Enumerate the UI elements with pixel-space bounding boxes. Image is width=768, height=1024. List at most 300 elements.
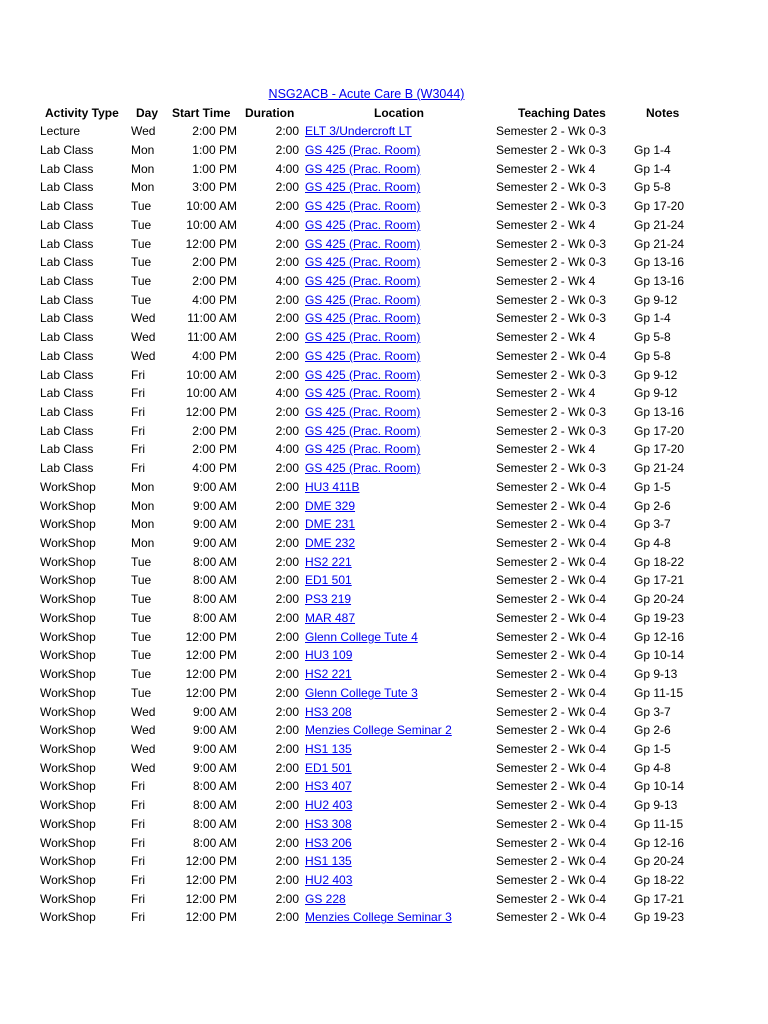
location-link[interactable]: GS 425 (Prac. Room) (305, 423, 421, 438)
start-time-cell: 3:00 PM (192, 180, 237, 195)
notes-cell: Gp 1-4 (634, 311, 671, 326)
location-link[interactable]: GS 425 (Prac. Room) (305, 236, 421, 251)
duration-cell: 2:00 (275, 835, 299, 850)
activity-type-cell: WorkShop (40, 536, 96, 551)
start-time-cell: 8:00 AM (192, 798, 237, 813)
start-time-cell: 8:00 AM (192, 573, 237, 588)
notes-cell: Gp 13-16 (634, 405, 685, 419)
duration-cell: 2:00 (275, 723, 299, 738)
activity-type-cell: WorkShop (40, 910, 96, 925)
notes-cell: Gp 9-12 (634, 386, 678, 401)
table-row (0, 440, 768, 459)
start-time-cell: 9:00 AM (192, 517, 237, 532)
day-cell: Tue (131, 610, 152, 625)
start-time-cell: 9:00 AM (192, 723, 237, 738)
day-cell: Fri (131, 873, 145, 887)
day-cell: Mon (131, 180, 155, 195)
start-time-cell: 2:00 PM (192, 124, 237, 139)
location-link[interactable]: HS3 206 (305, 835, 352, 850)
teaching-dates-cell: Semester 2 - Wk 0-4 (496, 835, 607, 850)
table-row (0, 740, 768, 759)
header-activity-type: Activity Type (45, 105, 119, 120)
day-cell: Fri (131, 405, 145, 419)
table-row (0, 796, 768, 815)
location-link[interactable]: GS 425 (Prac. Room) (305, 442, 421, 457)
start-time-cell: 10:00 AM (186, 367, 237, 382)
header-duration: Duration (245, 105, 295, 120)
table-row (0, 703, 768, 722)
activity-type-cell: Lab Class (40, 442, 94, 457)
activity-type-cell: Lab Class (40, 367, 94, 382)
teaching-dates-cell: Semester 2 - Wk 4 (496, 273, 596, 288)
location-link[interactable]: Menzies College Seminar 3 (305, 910, 452, 925)
start-time-cell: 2:00 PM (192, 255, 237, 270)
notes-cell: Gp 12-16 (634, 835, 685, 850)
table-row (0, 253, 768, 272)
location-link[interactable]: HS1 135 (305, 854, 352, 869)
teaching-dates-cell: Semester 2 - Wk 0-4 (496, 873, 607, 887)
table-row (0, 908, 768, 927)
activity-type-cell: Lab Class (40, 255, 94, 270)
location-link[interactable]: HS2 221 (305, 554, 352, 569)
location-link[interactable]: Glenn College Tute 3 (305, 685, 418, 700)
table-row (0, 646, 768, 665)
activity-type-cell: Lab Class (40, 142, 94, 157)
start-time-cell: 8:00 AM (192, 610, 237, 625)
teaching-dates-cell: Semester 2 - Wk 0-4 (496, 816, 607, 831)
duration-cell: 2:00 (275, 255, 299, 270)
table-row (0, 553, 768, 572)
day-cell: Mon (131, 479, 155, 494)
day-cell: Tue (131, 273, 152, 288)
table-row (0, 459, 768, 478)
notes-cell: Gp 21-24 (634, 217, 685, 232)
start-time-cell: 12:00 PM (185, 405, 237, 419)
teaching-dates-cell: Semester 2 - Wk 0-4 (496, 348, 607, 363)
location-link[interactable]: GS 425 (Prac. Room) (305, 292, 421, 307)
day-cell: Wed (131, 348, 156, 363)
day-cell: Tue (131, 255, 152, 270)
notes-cell: Gp 1-4 (634, 161, 671, 176)
day-cell: Fri (131, 386, 145, 401)
day-cell: Fri (131, 798, 145, 813)
teaching-dates-cell: Semester 2 - Wk 0-4 (496, 554, 607, 569)
table-row (0, 422, 768, 441)
duration-cell: 2:00 (275, 367, 299, 382)
duration-cell: 4:00 (275, 442, 299, 457)
location-link[interactable]: GS 425 (Prac. Room) (305, 142, 421, 157)
day-cell: Fri (131, 910, 145, 925)
teaching-dates-cell: Semester 2 - Wk 0-4 (496, 573, 607, 588)
day-cell: Fri (131, 891, 145, 906)
start-time-cell: 9:00 AM (192, 741, 237, 756)
notes-cell: Gp 17-21 (634, 573, 685, 588)
start-time-cell: 8:00 AM (192, 816, 237, 831)
activity-type-cell: WorkShop (40, 498, 96, 513)
table-row (0, 141, 768, 160)
day-cell: Fri (131, 423, 145, 438)
table-row (0, 160, 768, 179)
notes-cell: Gp 9-13 (634, 798, 678, 813)
teaching-dates-cell: Semester 2 - Wk 0-4 (496, 498, 607, 513)
table-row (0, 759, 768, 778)
duration-cell: 2:00 (275, 292, 299, 307)
notes-cell: Gp 17-21 (634, 891, 685, 906)
duration-cell: 4:00 (275, 386, 299, 401)
table-header (0, 104, 768, 123)
location-link[interactable]: ED1 501 (305, 760, 352, 775)
notes-cell: Gp 2-6 (634, 498, 671, 513)
day-cell: Fri (131, 779, 145, 794)
start-time-cell: 2:00 PM (192, 442, 237, 457)
location-link[interactable]: Glenn College Tute 4 (305, 629, 418, 644)
table-row (0, 852, 768, 871)
teaching-dates-cell: Semester 2 - Wk 4 (496, 330, 596, 345)
teaching-dates-cell: Semester 2 - Wk 0-4 (496, 648, 607, 663)
duration-cell: 2:00 (275, 498, 299, 513)
activity-type-cell: WorkShop (40, 704, 96, 719)
start-time-cell: 8:00 AM (192, 779, 237, 794)
duration-cell: 2:00 (275, 798, 299, 813)
location-link[interactable]: GS 425 (Prac. Room) (305, 367, 421, 382)
activity-type-cell: Lab Class (40, 330, 94, 345)
location-link[interactable]: GS 425 (Prac. Room) (305, 348, 421, 363)
duration-cell: 2:00 (275, 479, 299, 494)
notes-cell: Gp 17-20 (634, 423, 685, 438)
start-time-cell: 11:00 AM (187, 330, 237, 345)
notes-cell: Gp 5-8 (634, 180, 671, 195)
day-cell: Tue (131, 592, 152, 607)
table-row (0, 834, 768, 853)
day-cell: Tue (131, 629, 152, 644)
activity-type-cell: WorkShop (40, 648, 96, 663)
location-link[interactable]: Menzies College Seminar 2 (305, 723, 452, 738)
day-cell: Tue (131, 554, 152, 569)
header-teaching-dates: Teaching Dates (518, 105, 606, 120)
location-link[interactable]: GS 228 (305, 891, 346, 906)
start-time-cell: 4:00 PM (192, 461, 237, 476)
teaching-dates-cell: Semester 2 - Wk 4 (496, 217, 596, 232)
location-link[interactable]: GS 425 (Prac. Room) (305, 255, 421, 270)
notes-cell: Gp 3-7 (634, 517, 671, 532)
day-cell: Wed (131, 311, 156, 326)
notes-cell: Gp 19-23 (634, 910, 685, 925)
start-time-cell: 12:00 PM (185, 648, 237, 663)
activity-type-cell: WorkShop (40, 554, 96, 569)
teaching-dates-cell: Semester 2 - Wk 0-4 (496, 854, 607, 869)
notes-cell: Gp 21-24 (634, 461, 685, 476)
table-row (0, 871, 768, 890)
location-link[interactable]: HS3 407 (305, 779, 352, 794)
day-cell: Mon (131, 498, 155, 513)
start-time-cell: 12:00 PM (185, 685, 237, 700)
location-link[interactable]: HS1 135 (305, 741, 352, 756)
teaching-dates-cell: Semester 2 - Wk 0-4 (496, 667, 607, 682)
table-row (0, 272, 768, 291)
start-time-cell: 2:00 PM (192, 423, 237, 438)
day-cell: Fri (131, 835, 145, 850)
location-link[interactable]: HS3 208 (305, 704, 352, 719)
notes-cell: Gp 12-16 (634, 629, 685, 644)
start-time-cell: 9:00 AM (192, 498, 237, 513)
day-cell: Fri (131, 442, 145, 457)
location-link[interactable]: HU3 109 (305, 648, 353, 663)
table-row (0, 178, 768, 197)
activity-type-cell: WorkShop (40, 479, 96, 494)
teaching-dates-cell: Semester 2 - Wk 0-4 (496, 479, 607, 494)
header-day: Day (136, 105, 159, 120)
duration-cell: 2:00 (275, 236, 299, 251)
start-time-cell: 12:00 PM (185, 910, 237, 925)
activity-type-cell: WorkShop (40, 873, 96, 887)
duration-cell: 2:00 (275, 610, 299, 625)
location-link[interactable]: GS 425 (Prac. Room) (305, 386, 421, 401)
day-cell: Tue (131, 292, 152, 307)
activity-type-cell: Lab Class (40, 311, 94, 326)
activity-type-cell: Lab Class (40, 273, 94, 288)
start-time-cell: 12:00 PM (185, 873, 237, 887)
location-link[interactable]: HU2 403 (305, 873, 353, 887)
notes-cell: Gp 18-22 (634, 873, 685, 887)
location-link[interactable]: MAR 487 (305, 610, 356, 625)
notes-cell: Gp 20-24 (634, 592, 685, 607)
table-row (0, 684, 768, 703)
teaching-dates-cell: Semester 2 - Wk 0-3 (496, 180, 607, 195)
duration-cell: 2:00 (275, 180, 299, 195)
location-link[interactable]: GS 425 (Prac. Room) (305, 217, 421, 232)
table-row (0, 291, 768, 310)
start-time-cell: 12:00 PM (185, 891, 237, 906)
teaching-dates-cell: Semester 2 - Wk 4 (496, 442, 596, 457)
notes-cell: Gp 4-8 (634, 760, 671, 775)
header-notes: Notes (646, 105, 680, 120)
duration-cell: 2:00 (275, 536, 299, 551)
notes-cell: Gp 13-16 (634, 273, 685, 288)
activity-type-cell: WorkShop (40, 798, 96, 813)
duration-cell: 2:00 (275, 760, 299, 775)
notes-cell: Gp 10-14 (634, 779, 685, 794)
activity-type-cell: Lab Class (40, 292, 94, 307)
table-row (0, 197, 768, 216)
notes-cell: Gp 13-16 (634, 255, 685, 270)
notes-cell: Gp 20-24 (634, 854, 685, 869)
day-cell: Fri (131, 367, 145, 382)
duration-cell: 2:00 (275, 330, 299, 345)
teaching-dates-cell: Semester 2 - Wk 0-4 (496, 629, 607, 644)
location-link[interactable]: HS2 221 (305, 667, 352, 682)
teaching-dates-cell: Semester 2 - Wk 0-4 (496, 592, 607, 607)
notes-cell: Gp 10-14 (634, 648, 685, 663)
location-link[interactable]: PS3 219 (305, 592, 352, 607)
duration-cell: 2:00 (275, 704, 299, 719)
teaching-dates-cell: Semester 2 - Wk 0-4 (496, 910, 607, 925)
day-cell: Mon (131, 536, 155, 551)
day-cell: Wed (131, 704, 156, 719)
teaching-dates-cell: Semester 2 - Wk 0-3 (496, 199, 607, 214)
table-row (0, 497, 768, 516)
teaching-dates-cell: Semester 2 - Wk 0-3 (496, 236, 607, 251)
location-link[interactable]: DME 231 (305, 517, 356, 532)
day-cell: Wed (131, 124, 156, 139)
teaching-dates-cell: Semester 2 - Wk 0-4 (496, 779, 607, 794)
day-cell: Tue (131, 217, 152, 232)
start-time-cell: 9:00 AM (192, 704, 237, 719)
duration-cell: 2:00 (275, 648, 299, 663)
start-time-cell: 12:00 PM (185, 236, 237, 251)
location-link[interactable]: GS 425 (Prac. Room) (305, 461, 421, 476)
duration-cell: 2:00 (275, 873, 299, 887)
duration-cell: 2:00 (275, 667, 299, 682)
teaching-dates-cell: Semester 2 - Wk 0-4 (496, 685, 607, 700)
notes-cell: Gp 3-7 (634, 704, 671, 719)
teaching-dates-cell: Semester 2 - Wk 0-4 (496, 536, 607, 551)
activity-type-cell: WorkShop (40, 723, 96, 738)
duration-cell: 2:00 (275, 199, 299, 214)
location-link[interactable]: HS3 308 (305, 816, 352, 831)
location-link[interactable]: DME 232 (305, 536, 356, 551)
duration-cell: 2:00 (275, 592, 299, 607)
table-row (0, 815, 768, 834)
table-row (0, 665, 768, 684)
notes-cell: Gp 9-13 (634, 667, 678, 682)
notes-cell: Gp 19-23 (634, 610, 685, 625)
location-link[interactable]: GS 425 (Prac. Room) (305, 273, 421, 288)
location-link[interactable]: GS 425 (Prac. Room) (305, 330, 421, 345)
teaching-dates-cell: Semester 2 - Wk 0-3 (496, 367, 607, 382)
location-link[interactable]: GS 425 (Prac. Room) (305, 180, 421, 195)
activity-type-cell: WorkShop (40, 517, 96, 532)
location-link[interactable]: ELT 3/Undercroft LT (305, 124, 412, 139)
day-cell: Tue (131, 573, 152, 588)
activity-type-cell: Lab Class (40, 423, 94, 438)
activity-type-cell: WorkShop (40, 891, 96, 906)
activity-type-cell: Lab Class (40, 161, 94, 176)
activity-type-cell: Lecture (40, 124, 81, 139)
duration-cell: 2:00 (275, 423, 299, 438)
activity-type-cell: Lab Class (40, 348, 94, 363)
duration-cell: 2:00 (275, 405, 299, 419)
day-cell: Tue (131, 199, 152, 214)
day-cell: Tue (131, 236, 152, 251)
table-row (0, 609, 768, 628)
activity-type-cell: WorkShop (40, 816, 96, 831)
location-link[interactable]: GS 425 (Prac. Room) (305, 405, 421, 419)
teaching-dates-cell: Semester 2 - Wk 0-4 (496, 517, 607, 532)
activity-type-cell: WorkShop (40, 667, 96, 682)
day-cell: Wed (131, 741, 156, 756)
activity-type-cell: Lab Class (40, 236, 94, 251)
table-row (0, 478, 768, 497)
activity-type-cell: WorkShop (40, 629, 96, 644)
table-row (0, 366, 768, 385)
duration-cell: 2:00 (275, 554, 299, 569)
day-cell: Tue (131, 685, 152, 700)
start-time-cell: 12:00 PM (185, 629, 237, 644)
start-time-cell: 10:00 AM (186, 386, 237, 401)
teaching-dates-cell: Semester 2 - Wk 0-4 (496, 891, 607, 906)
duration-cell: 2:00 (275, 311, 299, 326)
activity-type-cell: WorkShop (40, 760, 96, 775)
day-cell: Tue (131, 648, 152, 663)
activity-type-cell: Lab Class (40, 405, 94, 419)
start-time-cell: 4:00 PM (192, 348, 237, 363)
location-link[interactable]: GS 425 (Prac. Room) (305, 161, 421, 176)
page-title (0, 85, 733, 103)
duration-cell: 2:00 (275, 816, 299, 831)
location-link[interactable]: GS 425 (Prac. Room) (305, 311, 421, 326)
activity-type-cell: WorkShop (40, 685, 96, 700)
table-row (0, 534, 768, 553)
notes-cell: Gp 17-20 (634, 199, 685, 214)
duration-cell: 2:00 (275, 629, 299, 644)
duration-cell: 2:00 (275, 142, 299, 157)
start-time-cell: 1:00 PM (192, 161, 237, 176)
start-time-cell: 11:00 AM (187, 311, 237, 326)
start-time-cell: 10:00 AM (186, 199, 237, 214)
day-cell: Tue (131, 667, 152, 682)
location-link[interactable]: DME 329 (305, 498, 356, 513)
activity-type-cell: WorkShop (40, 592, 96, 607)
table-row (0, 571, 768, 590)
start-time-cell: 9:00 AM (192, 760, 237, 775)
location-link[interactable]: HU2 403 (305, 798, 353, 813)
teaching-dates-cell: Semester 2 - Wk 0-4 (496, 704, 607, 719)
teaching-dates-cell: Semester 2 - Wk 0-4 (496, 798, 607, 813)
location-link[interactable]: HU3 411B (305, 479, 360, 494)
notes-cell: Gp 17-20 (634, 442, 685, 457)
activity-type-cell: WorkShop (40, 854, 96, 869)
start-time-cell: 10:00 AM (186, 217, 237, 232)
duration-cell: 2:00 (275, 891, 299, 906)
day-cell: Mon (131, 161, 155, 176)
start-time-cell: 12:00 PM (185, 667, 237, 682)
table-row (0, 403, 768, 422)
teaching-dates-cell: Semester 2 - Wk 0-3 (496, 142, 607, 157)
day-cell: Wed (131, 330, 156, 345)
subject-title-link[interactable]: NSG2ACB - Acute Care B (W3044) (268, 87, 465, 101)
activity-type-cell: WorkShop (40, 610, 96, 625)
teaching-dates-cell: Semester 2 - Wk 0-3 (496, 124, 607, 139)
teaching-dates-cell: Semester 2 - Wk 0-4 (496, 723, 607, 738)
teaching-dates-cell: Semester 2 - Wk 0-4 (496, 760, 607, 775)
location-link[interactable]: ED1 501 (305, 573, 352, 588)
day-cell: Fri (131, 854, 145, 869)
activity-type-cell: WorkShop (40, 573, 96, 588)
day-cell: Wed (131, 723, 156, 738)
day-cell: Fri (131, 461, 145, 476)
start-time-cell: 2:00 PM (192, 273, 237, 288)
day-cell: Fri (131, 816, 145, 831)
notes-cell: Gp 2-6 (634, 723, 671, 738)
start-time-cell: 8:00 AM (192, 835, 237, 850)
location-link[interactable]: GS 425 (Prac. Room) (305, 199, 421, 214)
notes-cell: Gp 9-12 (634, 367, 678, 382)
table-row (0, 590, 768, 609)
start-time-cell: 8:00 AM (192, 554, 237, 569)
activity-type-cell: Lab Class (40, 386, 94, 401)
start-time-cell: 8:00 AM (192, 592, 237, 607)
notes-cell: Gp 11-15 (634, 685, 684, 700)
start-time-cell: 4:00 PM (192, 292, 237, 307)
duration-cell: 2:00 (275, 573, 299, 588)
table-row (0, 235, 768, 254)
duration-cell: 2:00 (275, 779, 299, 794)
activity-type-cell: Lab Class (40, 461, 94, 476)
table-row (0, 777, 768, 796)
duration-cell: 2:00 (275, 910, 299, 925)
table-row (0, 384, 768, 403)
start-time-cell: 9:00 AM (192, 536, 237, 551)
